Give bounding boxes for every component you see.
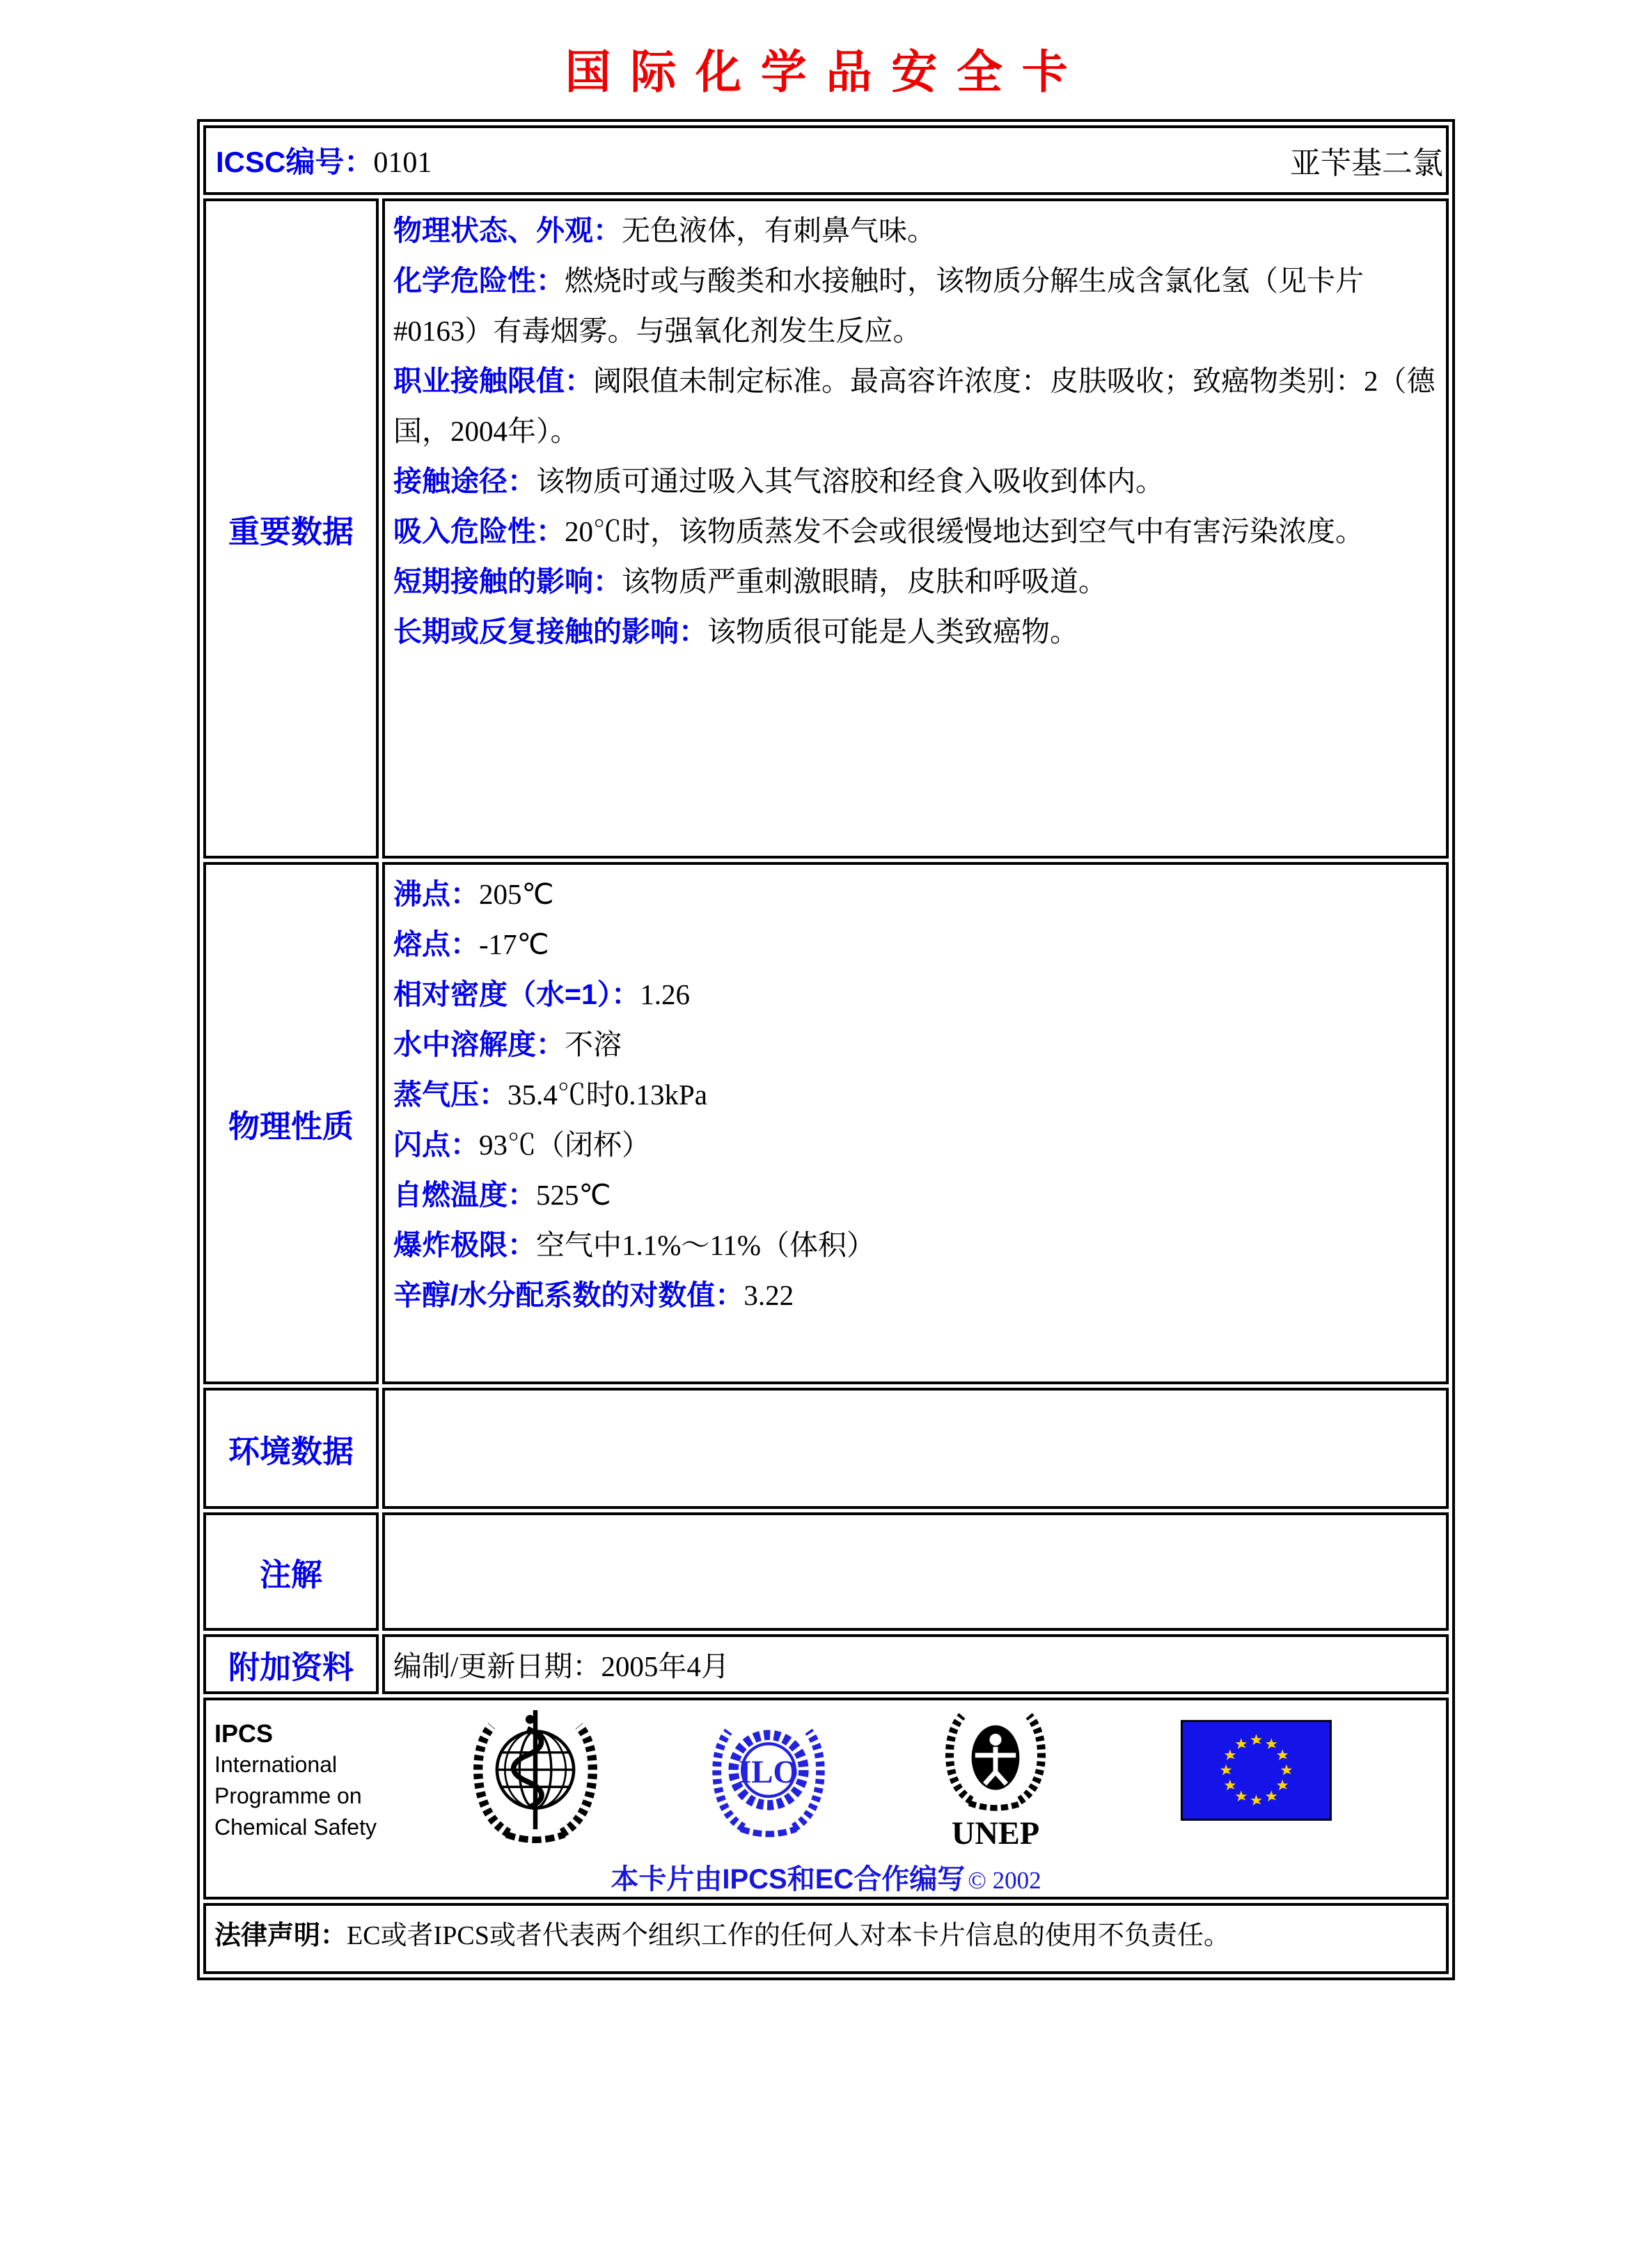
item-label: 吸入危险性： — [393, 515, 565, 547]
item-text: 阈限值未制定标准。最高容许浓度：皮肤吸收；致癌物类别：2（德国，2004年）。 — [393, 365, 1435, 447]
item-text: 525℃ — [536, 1179, 611, 1211]
physical-item — [393, 1019, 1439, 1070]
item-label: 物理状态、外观： — [393, 214, 622, 246]
credit-line — [206, 1857, 1446, 1897]
notes-row — [203, 1512, 1449, 1631]
item-text: 93℃（闭杯） — [479, 1129, 650, 1161]
item-text: 无色液体，有刺鼻气味。 — [622, 214, 936, 246]
item-text: -17℃ — [479, 928, 549, 960]
item-text: 205℃ — [479, 878, 554, 910]
item-text: 该物质严重刺激眼睛，皮肤和呼吸道。 — [622, 565, 1107, 597]
ipcs-heading: IPCS — [214, 1719, 274, 1748]
update-date-value: 2005年4月 — [601, 1650, 730, 1682]
physical-item — [393, 1120, 1439, 1170]
physical-item — [393, 869, 1439, 919]
environmental-data-content — [382, 1388, 1449, 1509]
important-data-content — [382, 198, 1449, 859]
item-label: 爆炸极限： — [393, 1229, 536, 1261]
item-label: 职业接触限值： — [393, 365, 593, 397]
physical-item — [393, 1220, 1439, 1270]
item-text: 3.22 — [744, 1279, 794, 1311]
ipcs-line: International — [214, 1752, 338, 1777]
notes-row-label: 注解 — [203, 1512, 379, 1631]
copyright-text: © 2002 — [968, 1867, 1041, 1894]
important-data-row-label: 重要数据 — [203, 198, 379, 859]
physical-item — [393, 1170, 1439, 1220]
physical-item — [393, 1070, 1439, 1120]
item-label: 蒸气压： — [393, 1079, 508, 1111]
icsc-card-page — [0, 35, 1652, 1980]
update-date-label: 编制/更新日期： — [393, 1650, 601, 1682]
important-data-row — [203, 198, 1449, 859]
item-label: 长期或反复接触的影响： — [393, 616, 707, 648]
item-label: 接触途径： — [393, 465, 536, 497]
page-title: 国际化学品安全卡 — [565, 47, 1087, 98]
physical-properties-content — [382, 862, 1449, 1384]
additional-info-row-label: 附加资料 — [203, 1634, 379, 1694]
item-label: 闪点： — [393, 1129, 479, 1161]
ilo-emblem-icon — [706, 1707, 831, 1850]
legal-label: 法律声明： — [214, 1921, 347, 1950]
item-label: 相对密度（水=1）： — [393, 978, 640, 1010]
important-item — [393, 456, 1439, 506]
ipcs-text-block — [214, 1707, 451, 1843]
item-label: 沸点： — [393, 878, 479, 910]
environmental-data-row-label: 环境数据 — [203, 1388, 379, 1509]
item-text: 燃烧时或与酸类和水接触时，该物质分解生成含氯化氢（见卡片#0163）有毒烟雾。与强氧化剂发生反应。 — [393, 265, 1364, 347]
eu-flag-icon — [1181, 1720, 1332, 1824]
ipcs-line: Programme on — [214, 1783, 362, 1808]
important-item — [393, 256, 1439, 356]
header-row — [203, 125, 1449, 195]
important-item — [393, 356, 1439, 456]
item-label: 短期接触的影响： — [393, 565, 622, 597]
chemical-name: 亚苄基二氯 — [1290, 146, 1443, 180]
important-item — [393, 556, 1439, 606]
legal-text: EC或者IPCS或者代表两个组织工作的任何人对本卡片信息的使用不负责任。 — [347, 1921, 1230, 1950]
who-emblem-icon — [469, 1707, 601, 1850]
item-label: 辛醇/水分配系数的对数值： — [393, 1279, 744, 1311]
icsc-number-label: ICSC编号： — [216, 146, 374, 178]
logos-cell — [203, 1698, 1449, 1900]
ipcs-line: Chemical Safety — [214, 1815, 377, 1840]
header-cell — [203, 125, 1449, 195]
legal-cell — [203, 1903, 1449, 1974]
icsc-number-group — [216, 139, 432, 181]
additional-info-row — [203, 1634, 1449, 1694]
item-text: 不溶 — [565, 1028, 622, 1060]
important-item — [393, 506, 1439, 556]
icsc-table — [197, 119, 1455, 1980]
item-label: 化学危险性： — [393, 265, 565, 297]
logos-row — [203, 1698, 1449, 1900]
physical-item — [393, 919, 1439, 969]
unep-emblem-icon — [936, 1707, 1055, 1856]
item-text: 35.4℃时0.13kPa — [508, 1079, 707, 1111]
item-text: 1.26 — [640, 978, 690, 1010]
environmental-data-row — [203, 1388, 1449, 1509]
physical-properties-row-label: 物理性质 — [203, 862, 379, 1384]
unep-label: UNEP — [951, 1815, 1040, 1851]
item-text: 该物质可通过吸入其气溶胶和经食入吸收到体内。 — [536, 465, 1164, 497]
logos-strip — [206, 1707, 1446, 1856]
additional-info-content — [382, 1634, 1449, 1694]
important-item — [393, 606, 1439, 657]
item-text: 该物质很可能是人类致癌物。 — [707, 616, 1078, 648]
item-label: 熔点： — [393, 928, 479, 960]
physical-item — [393, 1270, 1439, 1320]
item-text: 空气中1.1%～11%（体积） — [536, 1229, 876, 1261]
item-label: 水中溶解度： — [393, 1028, 565, 1060]
notes-content — [382, 1512, 1449, 1631]
credit-text: 本卡片由IPCS和EC合作编写 — [611, 1864, 966, 1895]
icsc-number-value: 0101 — [373, 147, 432, 179]
ilo-monogram: ILO — [739, 1754, 799, 1791]
physical-properties-row — [203, 862, 1449, 1384]
important-item — [393, 205, 1439, 256]
item-label: 自燃温度： — [393, 1179, 536, 1211]
legal-row — [203, 1903, 1449, 1974]
item-text: 20℃时，该物质蒸发不会或很缓慢地达到空气中有害污染浓度。 — [565, 515, 1364, 547]
physical-item — [393, 969, 1439, 1019]
